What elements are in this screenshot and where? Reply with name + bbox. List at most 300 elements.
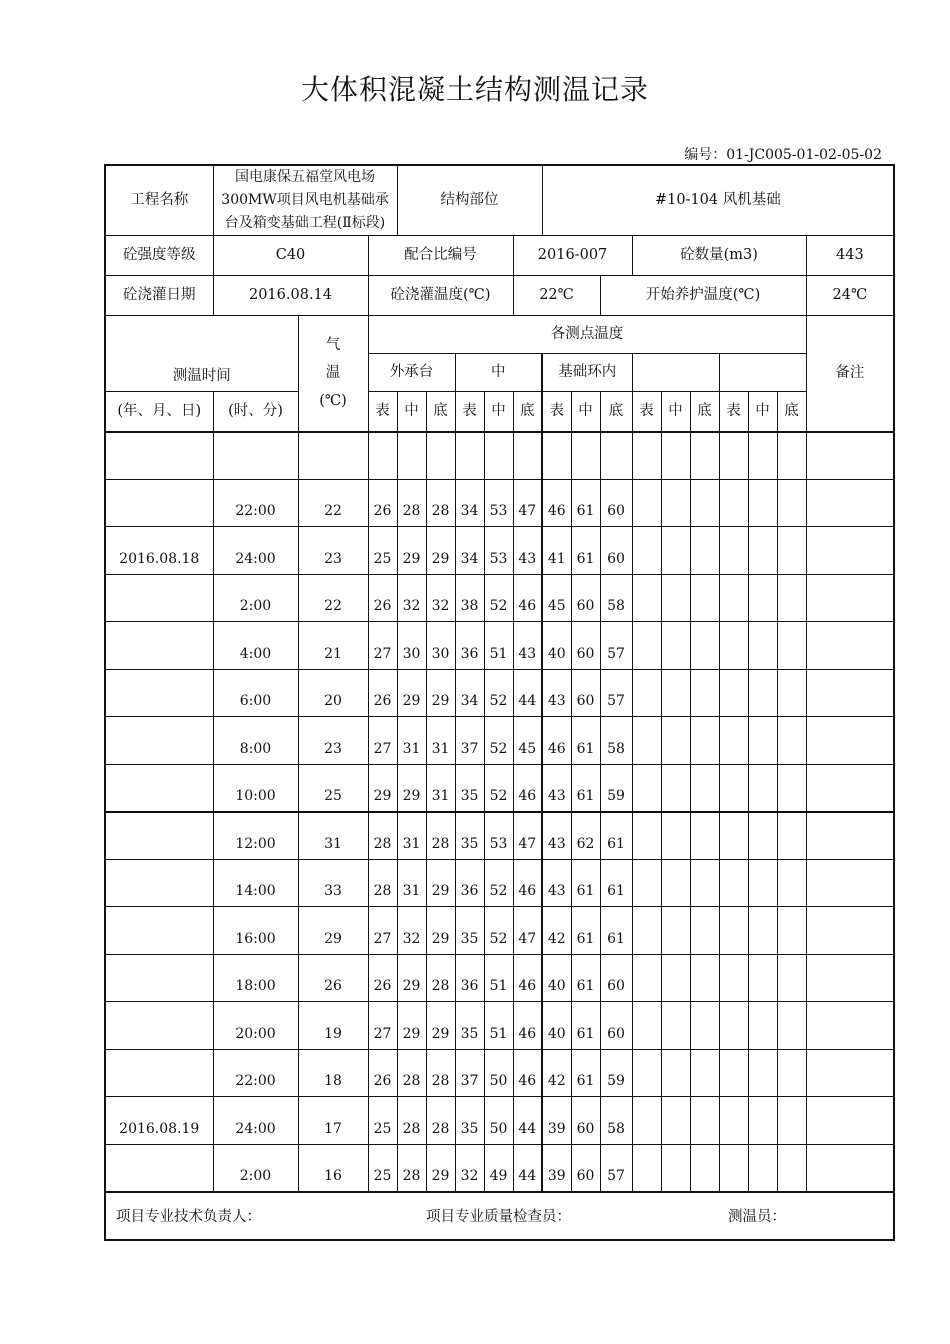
empty-cell (690, 764, 719, 812)
empty-cell (777, 907, 806, 955)
empty-cell (719, 479, 748, 527)
point-temp-cell: 61 (571, 907, 600, 955)
empty-cell (719, 1144, 748, 1192)
group-outer-cap: 外承台 (368, 354, 455, 392)
time-group-header: 测温时间 (105, 316, 298, 392)
concrete-volume-value: 443 (806, 236, 894, 276)
empty-cell (632, 527, 661, 575)
point-temp-cell: 60 (600, 1002, 632, 1050)
point-temp-cell: 59 (600, 1049, 632, 1097)
point-temp-cell: 35 (455, 812, 484, 860)
table-row (105, 432, 894, 480)
point-temp-cell: 61 (571, 479, 600, 527)
empty-cell (690, 432, 719, 480)
point-temp-cell: 46 (513, 954, 542, 1002)
empty-cell (748, 527, 777, 575)
date-cell (105, 622, 213, 670)
structure-part-value: #10-104 风机基础 (542, 165, 894, 236)
air-temp-cell: 22 (298, 574, 368, 622)
point-temp-cell: 29 (426, 907, 455, 955)
qc-inspector-label: 项目专业质量检查员： (426, 1208, 571, 1225)
empty-cell (661, 574, 690, 622)
point-temp-cell: 29 (397, 954, 426, 1002)
table-row (105, 764, 894, 812)
empty-cell (632, 812, 661, 860)
point-temp-cell: 32 (426, 574, 455, 622)
remark-cell (806, 907, 894, 955)
point-temp-cell: 29 (426, 859, 455, 907)
cure-temp-label: 开始养护温度(℃) (600, 276, 806, 316)
point-temp-cell: 34 (455, 479, 484, 527)
point-temp-cell: 41 (542, 527, 571, 575)
point-temp-cell: 43 (513, 527, 542, 575)
empty-cell (661, 812, 690, 860)
project-name-value: 国电康保五福堂风电场300MW项目风电机基础承台及箱变基础工程(Ⅱ标段) (213, 165, 397, 236)
date-cell (105, 1002, 213, 1050)
empty-cell (632, 764, 661, 812)
point-temp-cell: 29 (397, 764, 426, 812)
date-cell: 2016.08.18 (105, 527, 213, 575)
empty-cell (777, 1144, 806, 1192)
empty-cell (632, 574, 661, 622)
point-temp-cell: 50 (484, 1049, 513, 1097)
signature-row (105, 1192, 894, 1240)
pour-temp-label: 砼浇灌温度(℃) (368, 276, 513, 316)
point-temp-cell: 31 (397, 859, 426, 907)
empty-cell (748, 859, 777, 907)
time-cell: 6:00 (213, 669, 298, 717)
empty-cell (719, 432, 748, 480)
point-temp-cell: 39 (542, 1097, 571, 1145)
measurer-label: 测温员： (728, 1208, 786, 1225)
remark-cell (806, 764, 894, 812)
point-temp-cell: 49 (484, 1144, 513, 1192)
empty-cell (777, 1097, 806, 1145)
point-temp-cell: 39 (542, 1144, 571, 1192)
empty-cell (748, 1002, 777, 1050)
cure-temp-value: 24℃ (806, 276, 894, 316)
point-temp-cell: 27 (368, 717, 397, 765)
empty-cell (455, 432, 484, 480)
point-temp-cell: 60 (571, 1144, 600, 1192)
empty-cell (690, 1049, 719, 1097)
point-temp-cell: 58 (600, 1097, 632, 1145)
table-row (105, 479, 894, 527)
date-cell (105, 717, 213, 765)
empty-cell (661, 1144, 690, 1192)
point-temp-cell: 61 (571, 859, 600, 907)
empty-cell (632, 669, 661, 717)
empty-cell (719, 907, 748, 955)
air-temp-cell: 23 (298, 717, 368, 765)
concrete-volume-label: 砼数量(m3) (632, 236, 806, 276)
sub-header-0-2: 底 (426, 392, 455, 432)
point-temp-cell: 43 (542, 669, 571, 717)
empty-cell (719, 527, 748, 575)
point-temp-cell: 34 (455, 527, 484, 575)
point-temp-cell: 27 (368, 1002, 397, 1050)
table-row (105, 527, 894, 575)
empty-cell (748, 1049, 777, 1097)
point-temp-cell: 36 (455, 859, 484, 907)
empty-cell (719, 859, 748, 907)
empty-cell (777, 622, 806, 670)
air-temp-cell: 23 (298, 527, 368, 575)
remark-cell (806, 1002, 894, 1050)
point-temp-cell: 44 (513, 1144, 542, 1192)
sub-header-1-0: 表 (455, 392, 484, 432)
air-temp-cell: 29 (298, 907, 368, 955)
air-temp-cell: 26 (298, 954, 368, 1002)
empty-cell (690, 622, 719, 670)
air-temp-cell: 31 (298, 812, 368, 860)
date-cell (105, 859, 213, 907)
time-cell: 22:00 (213, 1049, 298, 1097)
sub-header-4-2: 底 (777, 392, 806, 432)
sub-header-4-1: 中 (748, 392, 777, 432)
document-code: 编号：01-JC005-01-02-05-02 (684, 147, 882, 163)
point-temp-cell: 52 (484, 764, 513, 812)
empty-cell (571, 432, 600, 480)
empty-cell (661, 622, 690, 670)
remark-cell (806, 669, 894, 717)
empty-cell (748, 907, 777, 955)
point-temp-cell: 28 (426, 1097, 455, 1145)
empty-cell (748, 1097, 777, 1145)
page-title: 大体积混凝土结构测温记录 (300, 73, 649, 106)
point-temp-cell: 59 (600, 764, 632, 812)
empty-cell (777, 1002, 806, 1050)
sub-header-0-0: 表 (368, 392, 397, 432)
point-temp-cell: 53 (484, 479, 513, 527)
point-temp-cell: 29 (397, 669, 426, 717)
point-temp-cell: 34 (455, 669, 484, 717)
point-temp-cell: 61 (600, 907, 632, 955)
time-cell: 8:00 (213, 717, 298, 765)
empty-cell (661, 669, 690, 717)
mix-ratio-value: 2016-007 (513, 236, 632, 276)
time-cell: 2:00 (213, 574, 298, 622)
temperature-record-table (104, 164, 895, 1241)
empty-cell (661, 1049, 690, 1097)
empty-cell (661, 717, 690, 765)
point-temp-cell: 51 (484, 1002, 513, 1050)
air-temp-cell: 22 (298, 479, 368, 527)
date-cell (105, 954, 213, 1002)
time-cell (213, 432, 298, 480)
point-temp-cell: 29 (426, 527, 455, 575)
point-temp-cell: 28 (397, 1049, 426, 1097)
empty-cell (632, 1002, 661, 1050)
table-row (105, 907, 894, 955)
point-temp-cell: 60 (571, 1097, 600, 1145)
date-cell: 2016.08.19 (105, 1097, 213, 1145)
empty-cell (690, 717, 719, 765)
point-temp-cell: 60 (600, 954, 632, 1002)
empty-cell (719, 622, 748, 670)
point-temp-cell: 46 (513, 859, 542, 907)
point-temp-cell: 53 (484, 527, 513, 575)
air-temp-header: 气 温 (℃) (298, 316, 368, 432)
empty-cell (690, 1144, 719, 1192)
empty-cell (690, 669, 719, 717)
time-cell: 2:00 (213, 1144, 298, 1192)
point-temp-cell: 46 (513, 764, 542, 812)
empty-cell (719, 669, 748, 717)
empty-cell (748, 954, 777, 1002)
empty-cell (777, 669, 806, 717)
point-temp-cell: 43 (513, 622, 542, 670)
date-cell (105, 1144, 213, 1192)
point-temp-cell: 60 (571, 622, 600, 670)
empty-cell (719, 1049, 748, 1097)
remark-cell (806, 812, 894, 860)
point-temp-cell: 44 (513, 669, 542, 717)
air-temp-cell: 33 (298, 859, 368, 907)
point-temp-cell: 32 (397, 907, 426, 955)
point-temp-cell: 46 (513, 1002, 542, 1050)
point-temp-cell: 29 (426, 1002, 455, 1050)
empty-cell (777, 1049, 806, 1097)
remark-cell (806, 479, 894, 527)
empty-cell (632, 1049, 661, 1097)
table-row (105, 1049, 894, 1097)
empty-cell (690, 907, 719, 955)
point-temp-cell: 52 (484, 574, 513, 622)
empty-cell (748, 764, 777, 812)
time-cell: 10:00 (213, 764, 298, 812)
empty-cell (748, 1144, 777, 1192)
table-row (105, 622, 894, 670)
point-temp-cell: 51 (484, 622, 513, 670)
sub-header-2-2: 底 (600, 392, 632, 432)
point-temp-cell: 40 (542, 622, 571, 670)
point-temp-cell: 50 (484, 1097, 513, 1145)
group-middle: 中 (455, 354, 542, 392)
point-temp-cell: 58 (600, 717, 632, 765)
empty-cell (777, 479, 806, 527)
point-temp-cell: 62 (571, 812, 600, 860)
point-temp-cell: 35 (455, 1002, 484, 1050)
empty-cell (632, 1144, 661, 1192)
empty-cell (690, 574, 719, 622)
point-temp-cell: 40 (542, 1002, 571, 1050)
air-temp-cell (298, 432, 368, 480)
structure-part-label: 结构部位 (397, 165, 542, 236)
table-row (105, 954, 894, 1002)
group-blank-1 (632, 354, 719, 392)
empty-cell (748, 812, 777, 860)
date-cell (105, 1049, 213, 1097)
points-group-header: 各测点温度 (368, 316, 806, 354)
point-temp-cell: 30 (426, 622, 455, 670)
point-temp-cell: 28 (426, 812, 455, 860)
time-cell: 12:00 (213, 812, 298, 860)
table-row (105, 859, 894, 907)
empty-cell (600, 432, 632, 480)
point-temp-cell: 40 (542, 954, 571, 1002)
point-temp-cell: 31 (426, 764, 455, 812)
table-row (105, 1097, 894, 1145)
empty-cell (661, 527, 690, 575)
empty-cell (661, 1097, 690, 1145)
point-temp-cell: 32 (397, 574, 426, 622)
sub-header-1-2: 底 (513, 392, 542, 432)
empty-cell (777, 859, 806, 907)
date-cell (105, 764, 213, 812)
point-temp-cell: 26 (368, 954, 397, 1002)
point-temp-cell: 42 (542, 907, 571, 955)
point-temp-cell: 30 (397, 622, 426, 670)
point-temp-cell: 37 (455, 1049, 484, 1097)
empty-cell (719, 1097, 748, 1145)
remark-cell (806, 527, 894, 575)
point-temp-cell: 28 (426, 479, 455, 527)
empty-cell (632, 717, 661, 765)
table-row (105, 1002, 894, 1050)
empty-cell (748, 669, 777, 717)
empty-cell (690, 1002, 719, 1050)
empty-cell (632, 479, 661, 527)
point-temp-cell: 45 (542, 574, 571, 622)
point-temp-cell: 31 (397, 812, 426, 860)
air-temp-cell: 19 (298, 1002, 368, 1050)
point-temp-cell: 43 (542, 812, 571, 860)
empty-cell (690, 954, 719, 1002)
empty-cell (632, 859, 661, 907)
point-temp-cell: 29 (397, 527, 426, 575)
point-temp-cell: 51 (484, 954, 513, 1002)
point-temp-cell: 47 (513, 479, 542, 527)
point-temp-cell: 37 (455, 717, 484, 765)
empty-cell (719, 717, 748, 765)
point-temp-cell: 35 (455, 1097, 484, 1145)
time-cell: 16:00 (213, 907, 298, 955)
point-temp-cell: 60 (571, 574, 600, 622)
table-row (105, 574, 894, 622)
point-temp-cell: 47 (513, 907, 542, 955)
empty-cell (690, 859, 719, 907)
remark-cell (806, 432, 894, 480)
point-temp-cell: 38 (455, 574, 484, 622)
empty-cell (719, 812, 748, 860)
empty-cell (748, 622, 777, 670)
empty-cell (719, 574, 748, 622)
empty-cell (777, 717, 806, 765)
concrete-grade-value: C40 (213, 236, 368, 276)
remark-cell (806, 954, 894, 1002)
empty-cell (690, 812, 719, 860)
point-temp-cell: 60 (600, 479, 632, 527)
point-temp-cell: 28 (397, 1097, 426, 1145)
empty-cell (777, 432, 806, 480)
point-temp-cell: 36 (455, 954, 484, 1002)
point-temp-cell: 25 (368, 1144, 397, 1192)
remark-cell (806, 574, 894, 622)
table-row (105, 717, 894, 765)
point-temp-cell: 26 (368, 669, 397, 717)
empty-cell (661, 432, 690, 480)
date-cell (105, 479, 213, 527)
date-cell (105, 574, 213, 622)
empty-cell (513, 432, 542, 480)
empty-cell (661, 954, 690, 1002)
point-temp-cell: 61 (571, 1002, 600, 1050)
point-temp-cell: 35 (455, 764, 484, 812)
point-temp-cell: 57 (600, 622, 632, 670)
empty-cell (632, 954, 661, 1002)
empty-cell (777, 527, 806, 575)
point-temp-cell: 46 (542, 479, 571, 527)
group-ring-inner: 基础环内 (542, 354, 632, 392)
empty-cell (632, 1097, 661, 1145)
point-temp-cell: 46 (542, 717, 571, 765)
time-cell: 22:00 (213, 479, 298, 527)
project-name-label: 工程名称 (105, 165, 213, 236)
table-row (105, 669, 894, 717)
point-temp-cell: 57 (600, 669, 632, 717)
sub-header-1-1: 中 (484, 392, 513, 432)
table-row (105, 812, 894, 860)
remark-cell (806, 717, 894, 765)
time-cell: 4:00 (213, 622, 298, 670)
air-temp-cell: 16 (298, 1144, 368, 1192)
empty-cell (661, 907, 690, 955)
sub-header-0-1: 中 (397, 392, 426, 432)
remark-header: 备注 (806, 316, 894, 432)
point-temp-cell: 61 (571, 717, 600, 765)
time-cell: 20:00 (213, 1002, 298, 1050)
point-temp-cell: 46 (513, 574, 542, 622)
empty-cell (690, 527, 719, 575)
point-temp-cell: 25 (368, 527, 397, 575)
remark-cell (806, 1144, 894, 1192)
date-cell (105, 812, 213, 860)
empty-cell (661, 479, 690, 527)
point-temp-cell: 28 (397, 1144, 426, 1192)
air-temp-cell: 20 (298, 669, 368, 717)
point-temp-cell: 36 (455, 622, 484, 670)
time-cell: 14:00 (213, 859, 298, 907)
empty-cell (542, 432, 571, 480)
mix-ratio-label: 配合比编号 (368, 236, 513, 276)
point-temp-cell: 52 (484, 907, 513, 955)
point-temp-cell: 45 (513, 717, 542, 765)
empty-cell (777, 812, 806, 860)
point-temp-cell: 31 (426, 717, 455, 765)
point-temp-cell: 29 (426, 1144, 455, 1192)
remark-cell (806, 622, 894, 670)
sub-header-3-0: 表 (632, 392, 661, 432)
air-temp-cell: 17 (298, 1097, 368, 1145)
empty-cell (719, 954, 748, 1002)
point-temp-cell: 43 (542, 859, 571, 907)
point-temp-cell: 28 (426, 1049, 455, 1097)
sub-header-4-0: 表 (719, 392, 748, 432)
empty-cell (777, 574, 806, 622)
time-cell: 18:00 (213, 954, 298, 1002)
empty-cell (632, 907, 661, 955)
date-col-header: (年、月、日) (105, 392, 213, 432)
empty-cell (748, 479, 777, 527)
point-temp-cell: 61 (600, 859, 632, 907)
point-temp-cell: 32 (455, 1144, 484, 1192)
time-cell: 24:00 (213, 1097, 298, 1145)
empty-cell (777, 954, 806, 1002)
pour-date-label: 砼浇灌日期 (105, 276, 213, 316)
point-temp-cell: 25 (368, 1097, 397, 1145)
sub-header-2-1: 中 (571, 392, 600, 432)
